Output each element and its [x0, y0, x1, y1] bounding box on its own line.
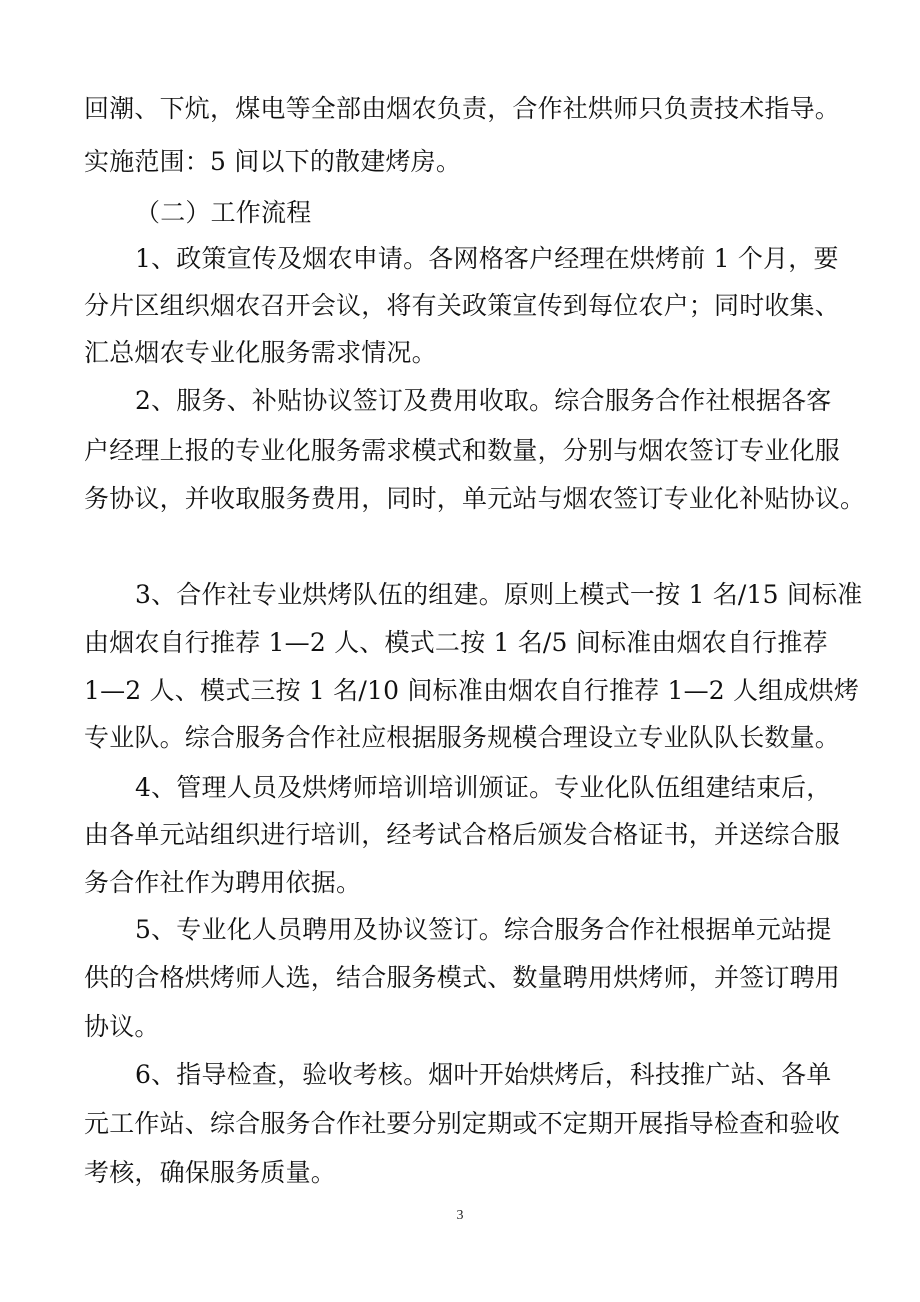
line-17: 5、专业化人员聘用及协议签订。综合服务合作社根据单元站提: [135, 915, 832, 944]
line-12: 1—2 人、模式三按 1 名/10 间标准由烟农自行推荐 1—2 人组成烘烤: [84, 676, 860, 705]
line-22: 考核，确保服务质量。: [84, 1158, 337, 1187]
line-5: 分片区组织烟农召开会议，将有关政策宣传到每位农户；同时收集、: [84, 291, 841, 320]
line-8: 户经理上报的专业化服务需求模式和数量，分别与烟农签订专业化服: [84, 436, 841, 465]
line-14: 4、管理人员及烘烤师培训培训颁证。专业化队伍组建结束后，: [135, 773, 832, 802]
section-heading: （二）工作流程: [135, 198, 312, 227]
line-4: 1、政策宣传及烟农申请。各网格客户经理在烘烤前 1 个月，要: [135, 244, 839, 273]
line-13: 专业队。综合服务合作社应根据服务规模合理设立专业队队长数量。: [84, 723, 841, 752]
line-15: 由各单元站组织进行培训，经考试合格后颁发合格证书，并送综合服: [84, 820, 841, 849]
line-2: 实施范围：5 间以下的散建烤房。: [84, 147, 462, 176]
line-11: 由烟农自行推荐 1—2 人、模式二按 1 名/5 间标准由烟农自行推荐: [84, 628, 828, 657]
line-1: 回潮、下炕，煤电等全部由烟农负责，合作社烘师只负责技术指导。: [84, 94, 841, 123]
line-7: 2、服务、补贴协议签订及费用收取。综合服务合作社根据各客: [135, 386, 832, 415]
line-10: 3、合作社专业烘烤队伍的组建。原则上模式一按 1 名/15 间标准: [135, 580, 863, 609]
line-9: 务协议，并收取服务费用，同时，单元站与烟农签订专业化补贴协议。: [84, 484, 866, 513]
line-18: 供的合格烘烤师人选，结合服务模式、数量聘用烘烤师，并签订聘用: [84, 963, 841, 992]
line-6: 汇总烟农专业化服务需求情况。: [84, 338, 437, 367]
line-16: 务合作社作为聘用依据。: [84, 868, 362, 897]
line-20: 6、指导检查，验收考核。烟叶开始烘烤后，科技推广站、各单: [135, 1060, 832, 1089]
line-21: 元工作站、综合服务合作社要分别定期或不定期开展指导检查和验收: [84, 1109, 841, 1138]
page-number: 3: [456, 1208, 464, 1223]
line-19: 协议。: [84, 1012, 160, 1041]
